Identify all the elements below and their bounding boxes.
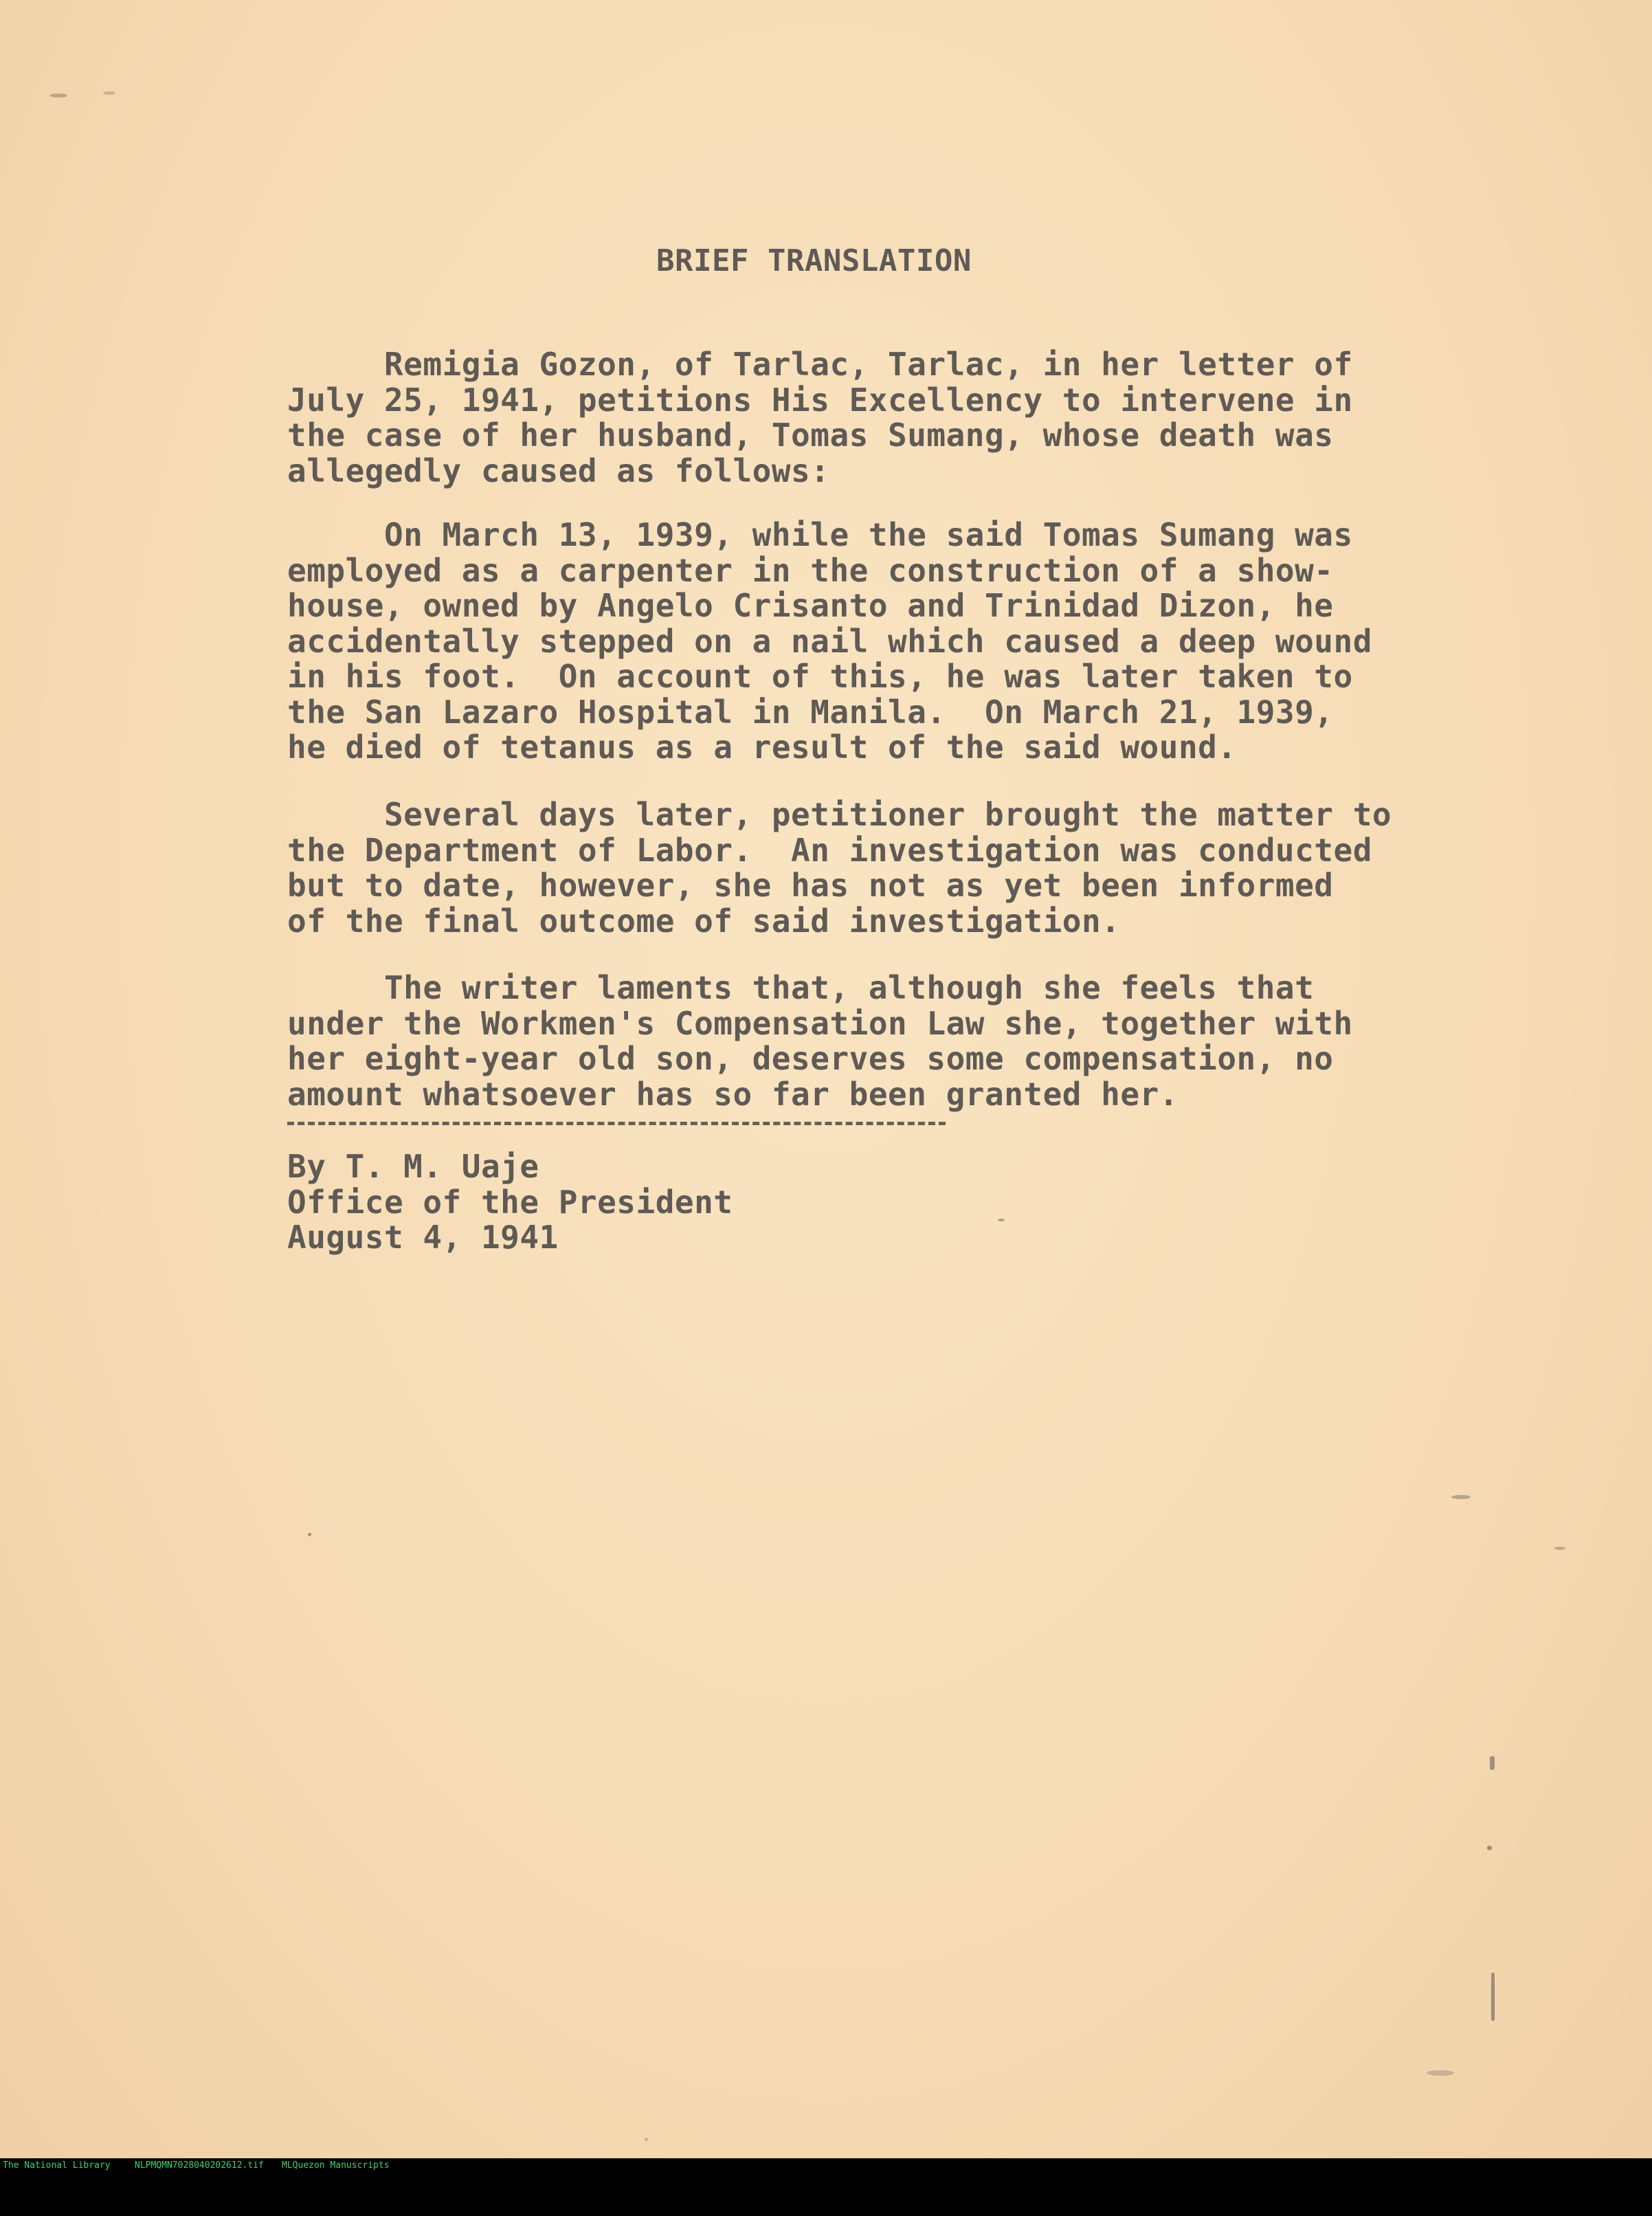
signature-block: By T. M. Uaje Office of the President August 4, 1941 xyxy=(287,1148,733,1256)
scan-speck xyxy=(308,1533,311,1536)
scan-speck xyxy=(1490,1756,1495,1770)
paragraph-petition: Remigia Gozon, of Tarlac, Tarlac, in her letter of July 25, 1941, petitions His Excellency to intervene in the case of her husband, Tomas Sumang, whose death was allegedly caused as follows: xyxy=(287,346,1353,489)
footer-filename: NLPMQMN7028040202612.tif xyxy=(135,2160,264,2171)
paragraph-incident: On March 13, 1939, while the said Tomas Sumang was employed as a carpenter in the construction of a show- house, owned by Angelo Crisanto and Trinidad Dizon, he accidentally stepped on a nail which caused a deep wound in his foot. On account of this, he was later taken to the San Lazaro Hospital in Manila. On March 21, 1939, he died of tetanus as a result of the said wound. xyxy=(287,516,1372,766)
footer-collection: MLQuezon Manuscripts xyxy=(282,2160,390,2171)
paragraph-lament: The writer laments that, although she feels that under the Workmen's Compensation Law she, together with her eight-year old son, deserves some compensation, no amount whatsoever has so far been granted her. xyxy=(287,969,1353,1113)
document-title: BRIEF TRANSLATION xyxy=(656,243,972,278)
scan-speck xyxy=(645,2138,648,2141)
scan-speck xyxy=(1427,2070,1454,2076)
scan-speck xyxy=(49,93,67,98)
scan-speck xyxy=(103,91,115,95)
scan-footer-bar xyxy=(0,2158,1652,2173)
dashed-divider xyxy=(287,1122,946,1125)
footer-institution: The National Library xyxy=(3,2160,111,2171)
paragraph-investigation: Several days later, petitioner brought the matter to the Department of Labor. An investigation was conducted but to date, however, she has not as yet been informed of the final outcome of said investigation. xyxy=(287,796,1392,940)
scan-speck xyxy=(1491,1973,1495,2021)
scan-speck xyxy=(1451,1495,1471,1499)
scan-speck xyxy=(1487,1846,1492,1850)
scan-speck xyxy=(1554,1547,1565,1550)
scan-speck xyxy=(998,1219,1005,1221)
